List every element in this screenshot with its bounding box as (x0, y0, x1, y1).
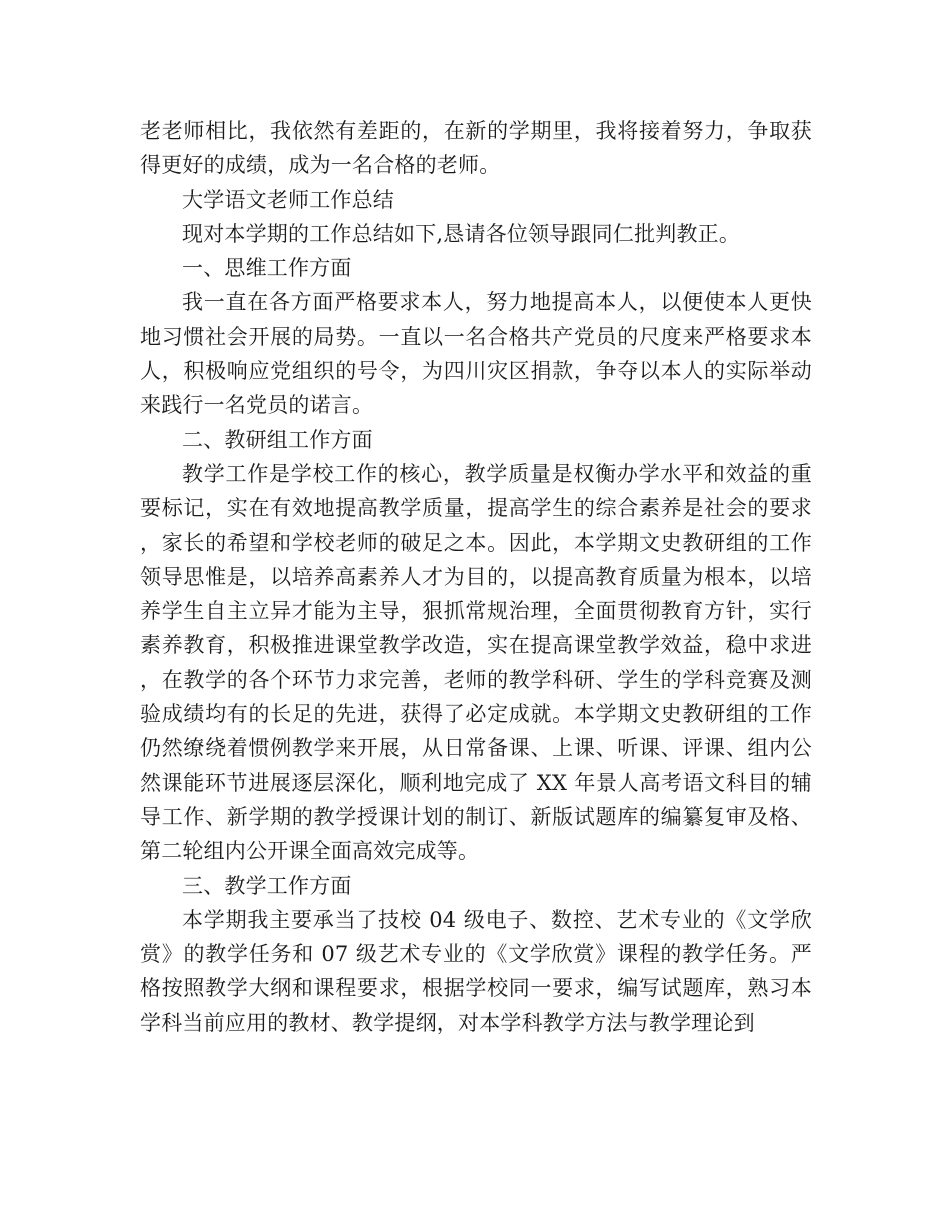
paragraph-continuation: 老老师相比，我依然有差距的，在新的学期里，我将接着努力，争取获得更好的成绩，成为一名合格的老师。 (140, 119, 812, 178)
document-title: 大学语文老师工作总结 (182, 187, 394, 212)
intro-paragraph: 现对本学期的工作总结如下,恳请各位领导跟同仁批判教正。 (182, 221, 741, 246)
section-heading-thinking: 一、思维工作方面 (182, 256, 352, 281)
paragraph-teaching-work: 本学期我主要承当了技校 04 级电子、数控、艺术专业的《文学欣赏》的教学任务和 07 级艺术专业的《文学欣赏》课程的教学任务。严格按照教学大纲和课程要求，根据学校同一要求，编写试题库，熟习本学科当前应用的教材、教学提纲，对本学科教学方法与教学理论到 (140, 907, 812, 1035)
section-heading-teaching-work: 三、教学工作方面 (182, 873, 352, 898)
document-body (140, 114, 812, 1040)
paragraph-thinking: 我一直在各方面严格要求本人，努力地提高本人，以便使本人更快地习惯社会开展的局势。一直以一名合格共产党员的尺度来严格要求本人，积极响应党组织的号令，为四川灾区捐款，争夺以本人的实际举动来践行一名党员的诺言。 (140, 290, 812, 418)
section-heading-teaching-research: 二、教研组工作方面 (182, 427, 373, 452)
paragraph-teaching-research: 教学工作是学校工作的核心，教学质量是权衡办学水平和效益的重要标记，实在有效地提高教学质量，提高学生的综合素养是社会的要求，家长的希望和学校老师的破足之本。因此，本学期文史教研组的工作领导思惟是，以培养高素养人才为目的，以提高教育质量为根本，以培养学生自主立异才能为主导，狠抓常规治理，全面贯彻教育方针，实行素养教育，积极推进课堂教学改造，实在提高课堂教学效益，稳中求进，在教学的各个环节力求完善，老师的教学科研、学生的学科竞赛及测验成绩均有的长足的先进，获得了必定成就。本学期文史教研组的工作仍然缭绕着惯例教学来开展，从日常备课、上课、听课、评课、组内公然课能环节进展逐层深化，顺利地完成了 XX 年景人高考语文科目的辅导工作、新学期的教学授课计划的制订、新版试题库的编纂复审及格、第二轮组内公开课全面高效完成等。 (140, 461, 812, 864)
